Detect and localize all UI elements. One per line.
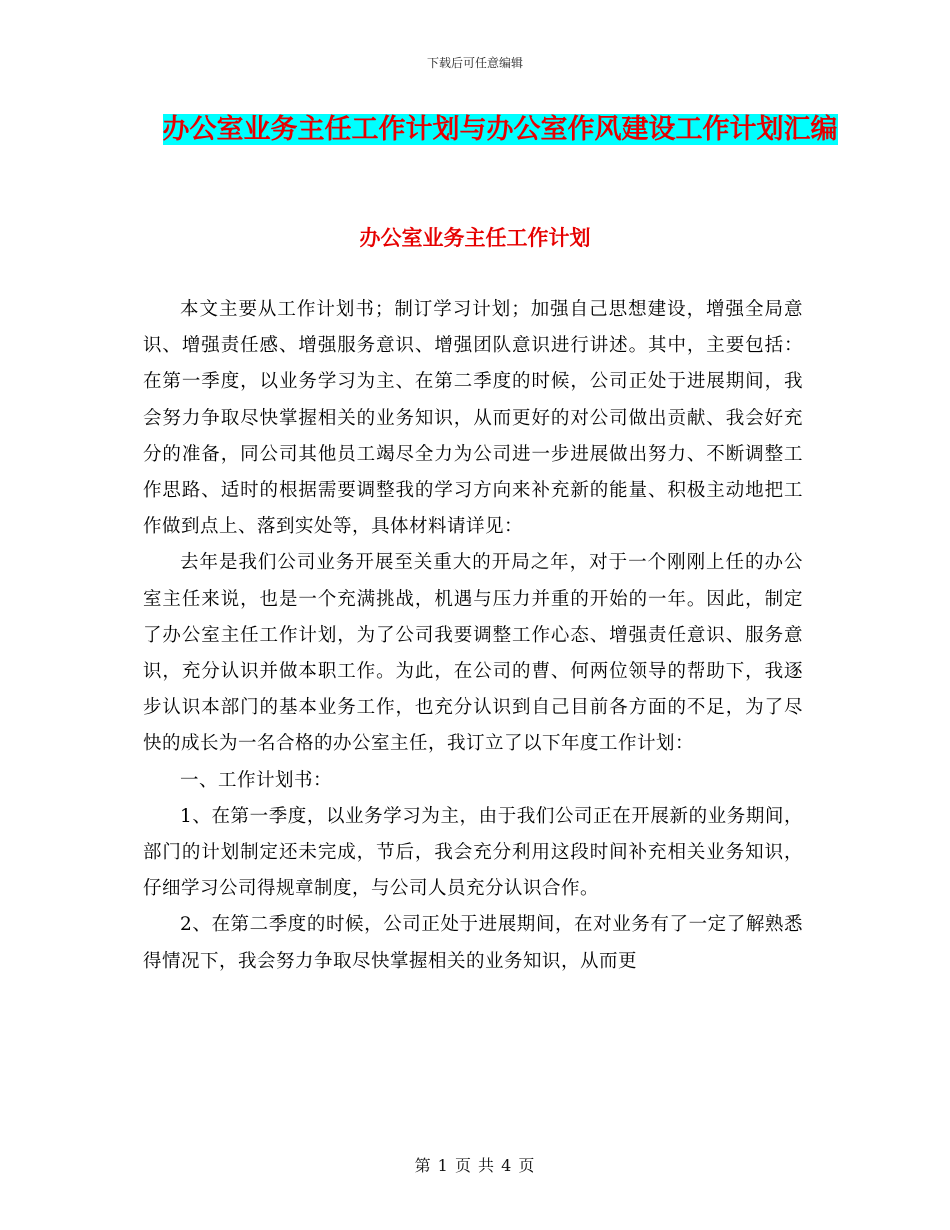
header-note: 下载后可任意编辑 [426, 56, 523, 70]
section-title: 办公室业务主任工作计划 [359, 225, 591, 250]
paragraph-item-1: 1、在第一季度，以业务学习为主，由于我们公司正在开展新的业务期间，部门的计划制定还未完成，节后，我会充分利用这段时间补充相关业务知识，仔细学习公司得规章制度，与公司人员充分认识合作。 [143, 805, 803, 900]
page-number: 第 1 页 共 4 页 [414, 1156, 536, 1175]
paragraph-intro: 本文主要从工作计划书；制订学习计划；加强自己思想建设，增强全局意识、增强责任感、增强服务意识、增强团队意识进行讲述。其中，主要包括：在第一季度，以业务学习为主、在第二季度的时候，公司正处于进展期间，我会努力争取尽快掌握相关的业务知识，从而更好的对公司做出贡献、我会好充分的准备，同公司其他员工竭尽全力为公司进一步进展做出努力、不断调整工作思路、适时的根据需要调整我的学习方向来补充新的能量、积极主动地把工作做到点上、落到实处等，具体材料请详见： [143, 299, 803, 538]
paragraph-background: 去年是我们公司业务开展至关重大的开局之年，对于一个刚刚上任的办公室主任来说，也是一个充满挑战，机遇与压力并重的开始的一年。因此，制定了办公室主任工作计划，为了公司我要调整工作心态、增强责任意识、服务意识，充分认识并做本职工作。为此，在公司的曹、何两位领导的帮助下，我逐步认识本部门的基本业务工作，也充分认识到自己目前各方面的不足，为了尽快的成长为一名合格的办公室主任，我订立了以下年度工作计划： [143, 552, 803, 755]
document-title [140, 108, 860, 152]
paragraph-item-2: 2、在第二季度的时候，公司正处于进展期间，在对业务有了一定了解熟悉得情况下，我会努力争取尽快掌握相关的业务知识，从而更 [143, 914, 803, 972]
document-body [143, 292, 803, 980]
paragraph-heading-plan: 一、工作计划书： [180, 769, 333, 791]
document-title-highlight: 办公室业务主任工作计划与办公室作风建设工作计划汇编 [162, 114, 838, 145]
